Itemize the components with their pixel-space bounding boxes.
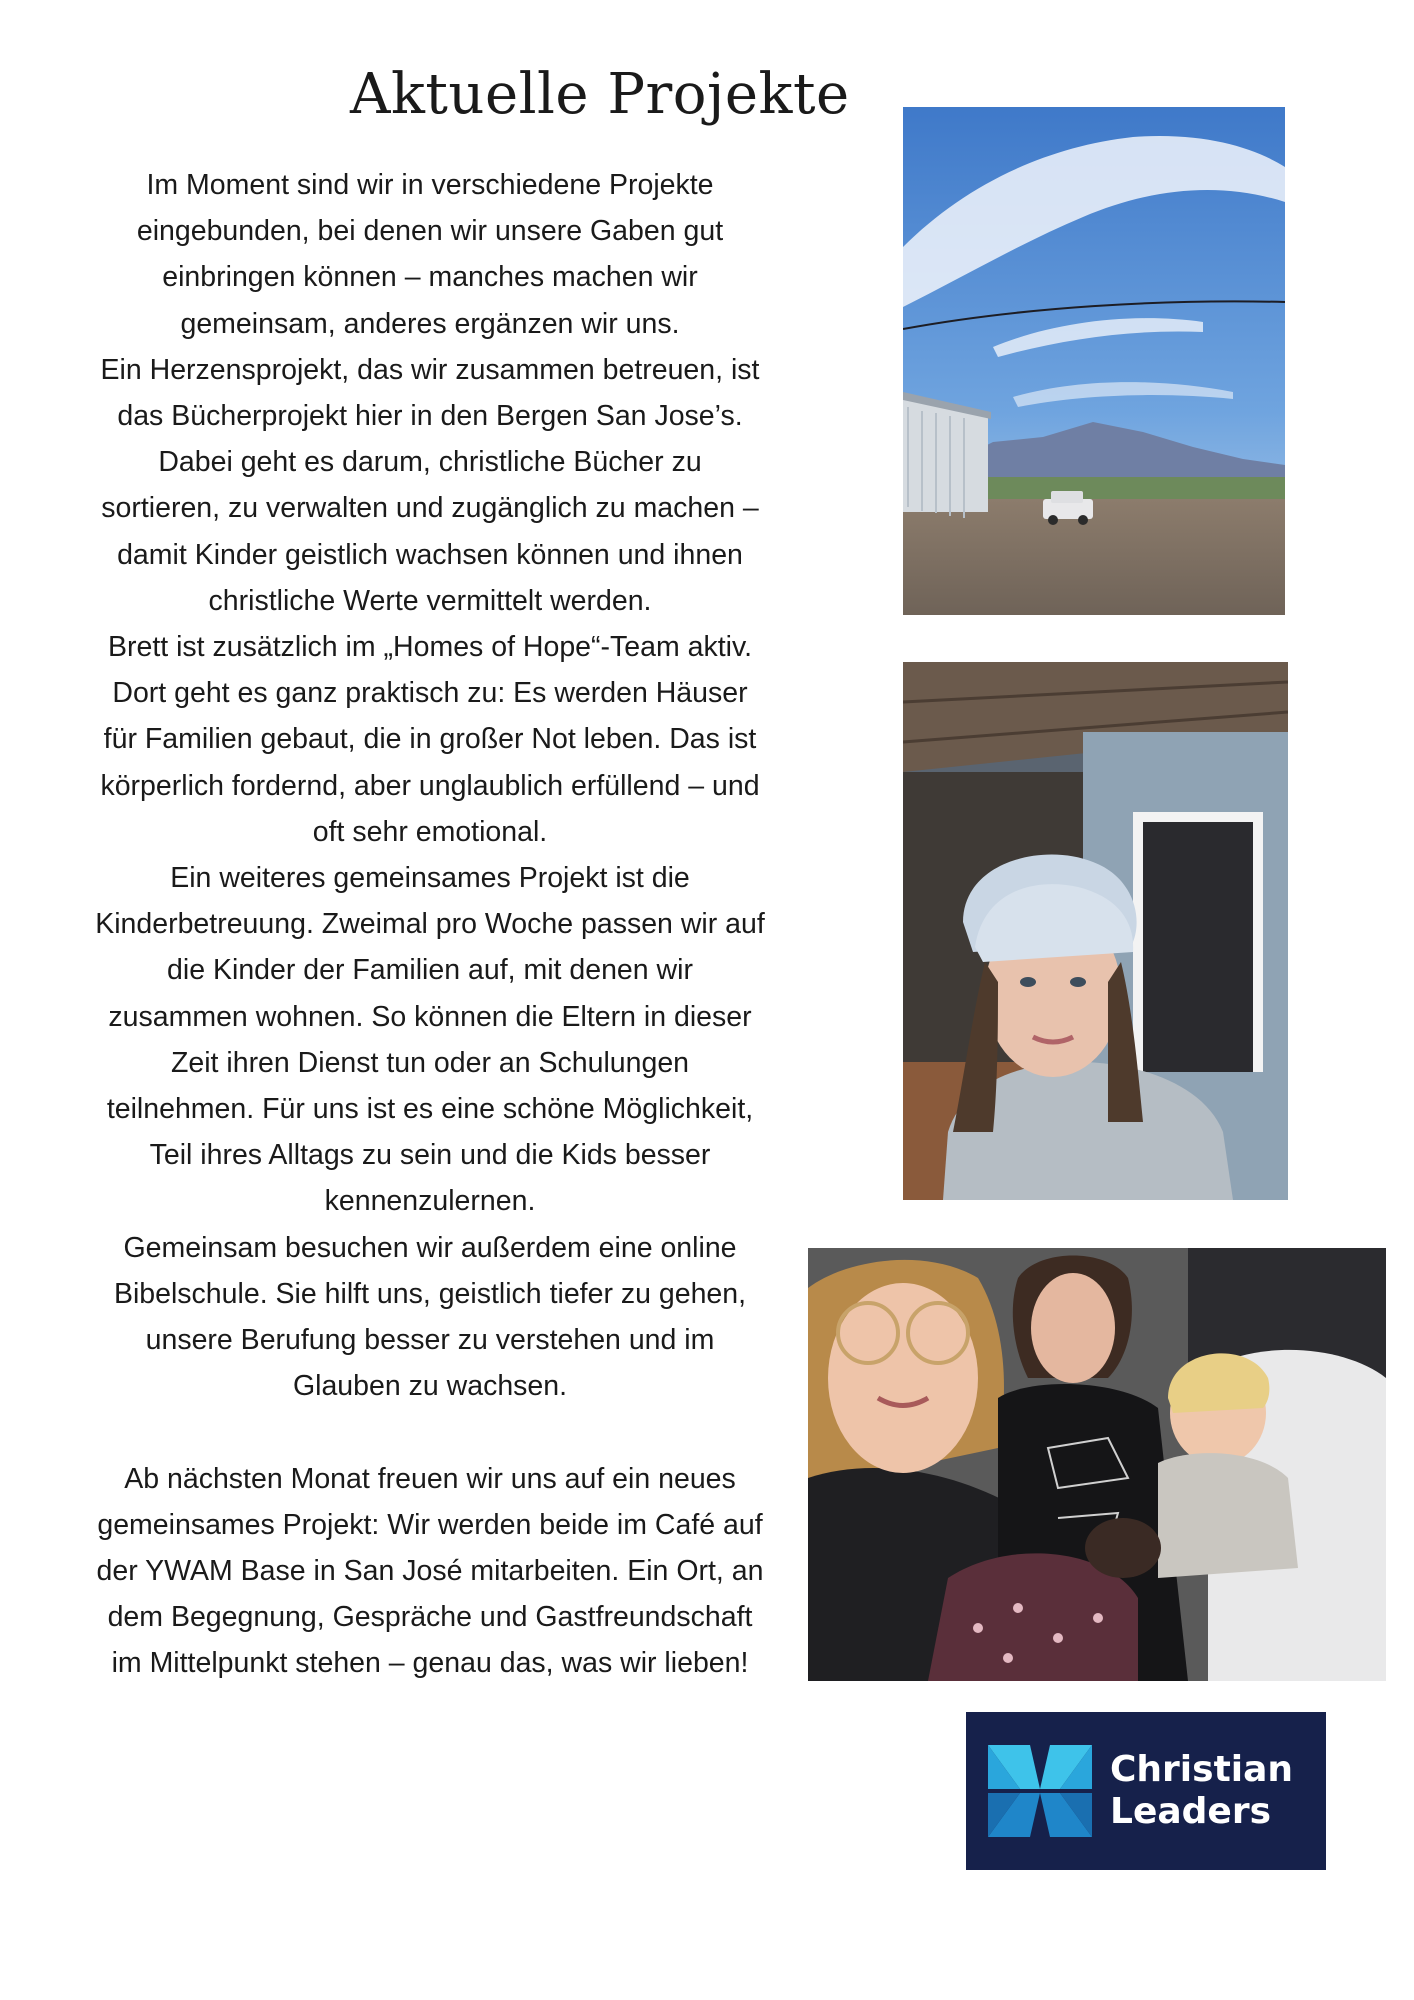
family-photo — [808, 1248, 1386, 1681]
paragraph-childcare: Ein weiteres gemeinsames Projekt ist die Kinderbetreuung. Zweimal pro Woche passen wir auf die Kinder der Familien auf, mit denen wir zusammen wohnen. So können die Eltern in dieser Zeit ihren Dienst tun oder an Schulungen teilnehmen. Für uns ist es eine schöne Möglichkeit, Teil ihres Alltags zu sein und die Kids besser kennenzulernen. — [95, 862, 765, 1218]
logo-line-2: Leaders — [1110, 1791, 1272, 1832]
butterfly-logo-icon — [980, 1731, 1100, 1851]
landscape-photo — [903, 107, 1285, 615]
paragraph-homes-of-hope: Brett ist zusätzlich im „Homes of Hope“-Team aktiv. Dort geht es ganz praktisch zu: Es werden Häuser für Familien gebaut, die in großer Not leben. Das ist körperlich fordernd, aber unglaublich erfüllend – und oft sehr emotional. — [100, 631, 760, 848]
selfie-photo — [903, 662, 1288, 1200]
logo-line-1: Christian — [1110, 1749, 1294, 1790]
page-title: Aktuelle Projekte — [350, 62, 850, 127]
paragraph-bible-school: Gemeinsam besuchen wir außerdem eine online Bibelschule. Sie hilft uns, geistlich tiefer zu gehen, unsere Berufung besser zu verstehen und im Glauben zu wachsen. — [113, 1231, 747, 1403]
paragraph-book-project: Ein Herzensprojekt, das wir zusammen betreuen, ist das Bücherprojekt hier in den Bergen San Jose’s. Dabei geht es darum, christliche Bücher zu sortieren, zu verwalten und zugänglich zu machen – damit Kinder geistlich wachsen können und ihnen christliche Werte vermittelt werden. — [100, 353, 760, 617]
body-text — [95, 162, 765, 1687]
paragraph-cafe: Ab nächsten Monat freuen wir uns auf ein neues gemeinsames Projekt: Wir werden beide im Café auf der YWAM Base in San José mitarbeiten. Ein Ort, an dem Begegnung, Gespräche und Gastfreundschaft im Mittelpunkt stehen – genau das, was wir lieben! — [96, 1462, 764, 1680]
paragraph-spacer — [95, 1409, 765, 1455]
christian-leaders-logo — [966, 1712, 1326, 1870]
logo-wordmark — [1110, 1749, 1293, 1833]
paragraph-intro: Im Moment sind wir in verschiedene Projekte eingebunden, bei denen wir unsere Gaben gut einbringen können – manches machen wir gemeinsam, anderes ergänzen wir uns. — [136, 169, 724, 340]
